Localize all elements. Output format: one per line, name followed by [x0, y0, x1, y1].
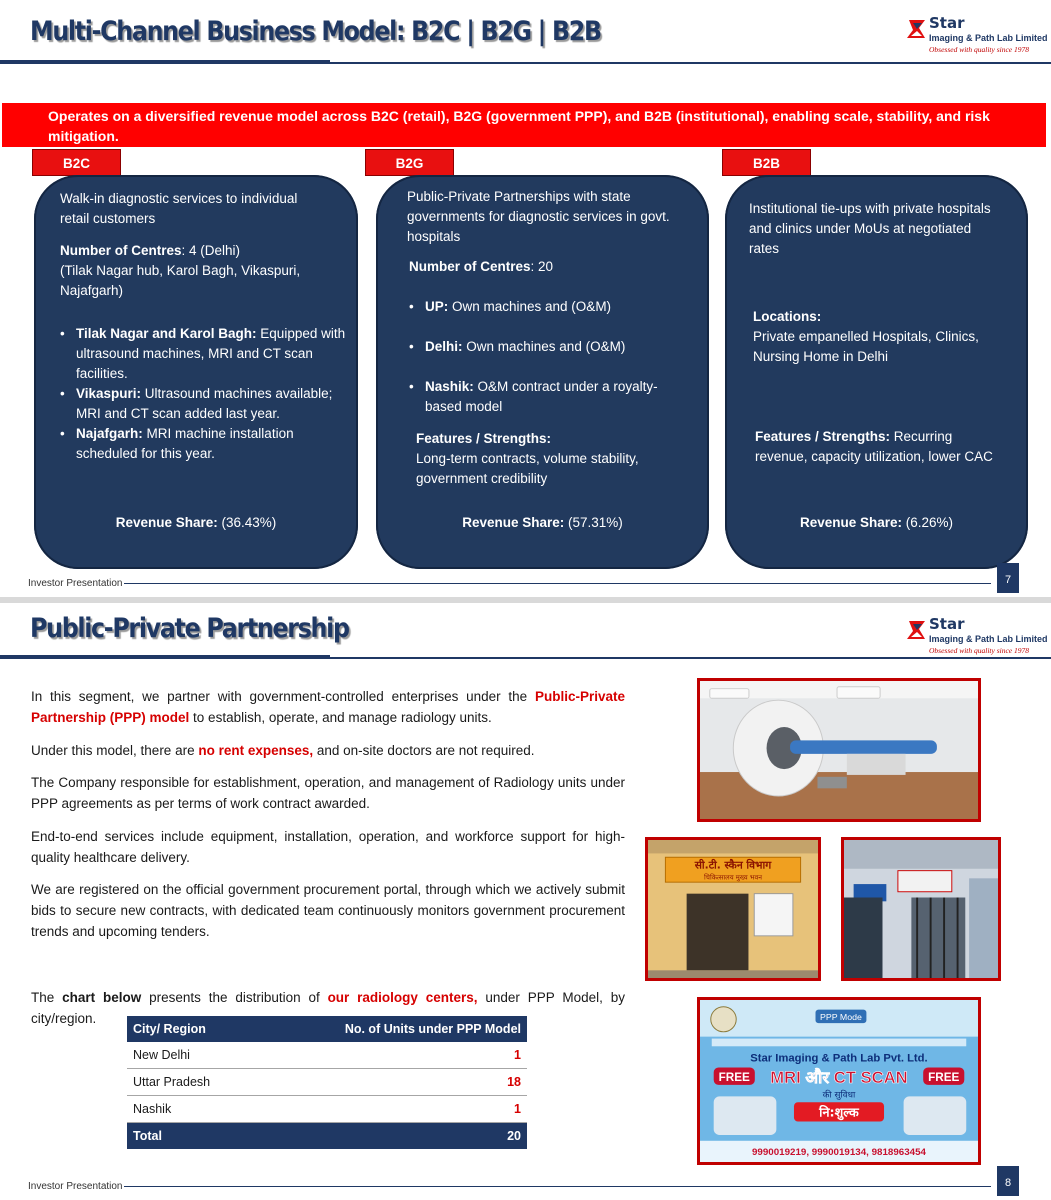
logo-subname: Imaging & Path Lab Limited	[929, 634, 1048, 644]
b2g-features: Features / Strengths: Long-term contracts, volume stability, government credibility	[416, 431, 639, 486]
list-item: • Nashik: O&M contract under a royalty-based model	[409, 377, 679, 417]
region-cell: Nashik	[127, 1096, 256, 1123]
b2g-intro: Public-Private Partnerships with state governments for diagnostic services in govt. hospitals	[407, 189, 670, 244]
units-cell: 1	[256, 1096, 527, 1123]
b2b-card	[725, 175, 1028, 569]
list-item: • Tilak Nagar and Karol Bagh: Equipped with ultrasound machines, MRI and CT scan facilities.	[60, 324, 350, 384]
units-cell: 1	[256, 1042, 527, 1069]
b2c-centres-value: : 4 (Delhi)	[181, 243, 241, 258]
ct-department-photo	[645, 837, 821, 981]
b2b-intro: Institutional tie-ups with private hospitals and clinics under MoUs at negotiated rates	[749, 201, 991, 256]
footer-rule	[124, 1186, 991, 1187]
paragraph-responsibility: The Company responsible for establishment, operation, and management of Radiology units under PPP agreements as per terms of work contract awarded.	[31, 775, 625, 811]
b2c-revenue-share: Revenue Share: (36.43%)	[115, 515, 277, 530]
banner-free-right: FREE	[928, 1071, 960, 1084]
ct-scanner-photo	[697, 678, 981, 822]
footer-label: Investor Presentation	[28, 578, 123, 589]
paragraph-rent: Under this model, there are no rent expenses, and on-site doctors are not required.	[31, 743, 535, 758]
b2g-centres: Number of Centres: 20	[409, 259, 554, 274]
banner-company: Star Imaging & Path Lab Pvt. Ltd.	[750, 1052, 928, 1065]
b2g-card	[376, 175, 709, 569]
logo-name: Star	[929, 615, 965, 633]
page-number: 8	[997, 1166, 1019, 1196]
banner-phones: 9990019219, 9990019134, 9818963454	[752, 1147, 926, 1159]
b2c-centres-label: Number of Centres	[60, 243, 182, 258]
b2b-features: Features / Strengths: Recurring revenue, capacity utilization, lower CAC	[755, 429, 993, 464]
list-item: • Delhi: Own machines and (O&M)	[409, 337, 679, 357]
banner-mode: PPP Mode	[819, 1012, 862, 1023]
list-item: • Vikaspuri: Ultrasound machines available; MRI and CT scan added last year.	[60, 384, 350, 424]
banner-free-left: FREE	[718, 1071, 750, 1084]
table-row	[127, 1069, 527, 1096]
b2b-revenue-share: Revenue Share: (6.26%)	[799, 515, 954, 530]
total-label: Total	[127, 1123, 256, 1150]
table-row	[127, 1042, 527, 1069]
banner-nishulk: नि:शुल्क	[819, 1104, 859, 1120]
b2g-tag: B2G	[365, 149, 454, 176]
column-header-units: No. of Units under PPP Model	[256, 1016, 527, 1042]
logo-tagline: Obsessed with quality since 1978	[929, 45, 1029, 54]
region-cell: New Delhi	[127, 1042, 256, 1069]
ppp-units-table	[127, 1016, 527, 1149]
table-row	[127, 1096, 527, 1123]
column-header-region: City/ Region	[127, 1016, 256, 1042]
ct-department-image	[648, 840, 818, 978]
total-value: 20	[256, 1123, 527, 1150]
logo-tagline: Obsessed with quality since 1978	[929, 646, 1029, 655]
footer-label: Investor Presentation	[28, 1181, 123, 1192]
company-logo	[905, 14, 1048, 58]
summary-banner: Operates on a diversified revenue model across B2C (retail), B2G (government PPP), and B2B (institutional), enabling scale, stability, and risk mitigation.	[2, 103, 1046, 147]
b2b-locations: Locations: Private empanelled Hospitals, Clinics, Nursing Home in Delhi	[753, 309, 979, 364]
sign-line-1: सी.टी. स्कैन विभाग	[694, 859, 772, 872]
slide-title: Multi-Channel Business Model: B2C | B2G | B2B	[30, 16, 601, 47]
logo-subname: Imaging & Path Lab Limited	[929, 33, 1048, 43]
banner-sub: की सुविधा	[822, 1090, 856, 1101]
hospital-corridor-photo	[841, 837, 1001, 981]
sign-line-2: चिकित्सालय मुख्य भवन	[703, 873, 763, 882]
hospital-corridor-image	[844, 840, 998, 978]
list-item: • UP: Own machines and (O&M)	[409, 297, 679, 317]
title-rule	[0, 62, 1051, 64]
logo-name: Star	[929, 14, 965, 32]
slide-title: Public-Private Partnership	[30, 613, 349, 644]
star-logo-icon	[905, 18, 927, 40]
paragraph-intro: In this segment, we partner with government-controlled enterprises under the Public-Private Partnership (PPP) model to establish, operate, and manage radiology units.	[31, 689, 625, 725]
b2c-tag: B2C	[32, 149, 121, 176]
ct-scanner-image	[700, 681, 978, 819]
table-total-row	[127, 1123, 527, 1150]
paragraph-services: End-to-end services include equipment, installation, operation, and workforce support for high-quality healthcare delivery.	[31, 829, 625, 865]
title-rule	[0, 657, 1051, 659]
region-cell: Uttar Pradesh	[127, 1069, 256, 1096]
banner-main: MRI और CT SCAN	[770, 1069, 908, 1087]
slide-8	[0, 603, 1051, 1200]
footer-rule	[124, 583, 991, 584]
b2c-bullets	[60, 324, 350, 464]
b2b-tag: B2B	[722, 149, 811, 176]
b2g-bullets	[409, 297, 679, 417]
b2c-centres-detail: (Tilak Nagar hub, Karol Bagh, Vikaspuri, Najafgarh)	[60, 263, 301, 298]
b2c-intro: Walk-in diagnostic services to individual retail customers	[60, 191, 298, 226]
company-logo	[905, 615, 1048, 659]
units-cell: 18	[256, 1069, 527, 1096]
free-scan-banner-photo	[697, 997, 981, 1165]
b2c-card	[34, 175, 358, 569]
list-item: • Najafgarh: MRI machine installation scheduled for this year.	[60, 424, 350, 464]
page-number: 7	[997, 563, 1019, 593]
slide-7	[0, 0, 1051, 597]
b2c-centres	[60, 241, 340, 301]
star-logo-icon	[905, 619, 927, 641]
b2g-revenue-share: Revenue Share: (57.31%)	[462, 515, 623, 530]
paragraph-procurement: We are registered on the official government procurement portal, through which we actively submit bids to secure new contracts, with dedicated team continuously monitors government procurement trends and upcoming tenders.	[31, 882, 625, 939]
table-header-row	[127, 1016, 527, 1042]
chart-intro: The chart below presents the distribution of our radiology centers, under PPP Model, by city/region.	[31, 990, 626, 1026]
free-scan-banner-image	[700, 1000, 978, 1162]
